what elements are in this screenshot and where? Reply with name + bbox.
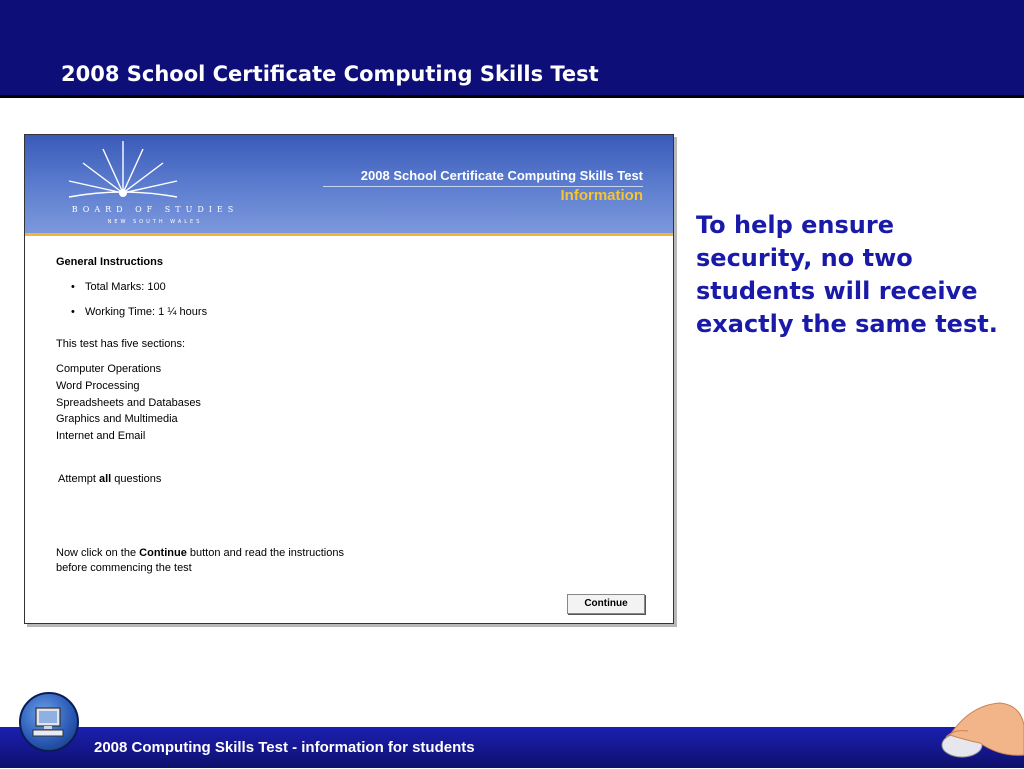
general-instructions-heading: General Instructions [56, 256, 163, 268]
continue-note-line2: before commencing the test [56, 562, 192, 574]
section-item: Spreadsheets and Databases [56, 397, 201, 409]
section-item: Word Processing [56, 380, 140, 392]
continue-note: Now click on the Continue button and read the instructions [56, 547, 344, 559]
sunburst-logo-icon [55, 141, 255, 203]
section-item: Graphics and Multimedia [56, 413, 178, 425]
section-item: Internet and Email [56, 430, 146, 442]
banner-subtitle: Information [560, 187, 643, 204]
continue-button[interactable]: Continue [567, 594, 645, 614]
test-screenshot [24, 134, 674, 624]
slide-header [0, 0, 1024, 98]
bullet-working-time: • Working Time: 1 ¼ hours [85, 306, 207, 318]
hand-mouse-icon [910, 695, 1024, 765]
bullet-total-marks: • Total Marks: 100 [85, 281, 166, 293]
banner-title: 2008 School Certificate Computing Skills Test [360, 168, 643, 183]
slide-footer [0, 727, 1024, 768]
board-of-studies-logo [55, 141, 255, 231]
logo-name: BOARD OF STUDIES [71, 205, 239, 214]
logo-subtitle: NEW SOUTH WALES [107, 219, 203, 225]
security-note: To help ensure security, no two students will receive exactly the same test. [696, 211, 998, 338]
attempt-note: Attempt all questions [58, 473, 162, 485]
banner-accent-line [25, 233, 673, 236]
test-banner [25, 135, 673, 233]
sections-intro: This test has five sections: [56, 338, 185, 350]
slide-title: 2008 School Certificate Computing Skills Test [61, 62, 599, 86]
section-item: Computer Operations [56, 363, 162, 375]
computer-icon [19, 692, 79, 752]
footer-text: 2008 Computing Skills Test - information for students [94, 739, 475, 756]
